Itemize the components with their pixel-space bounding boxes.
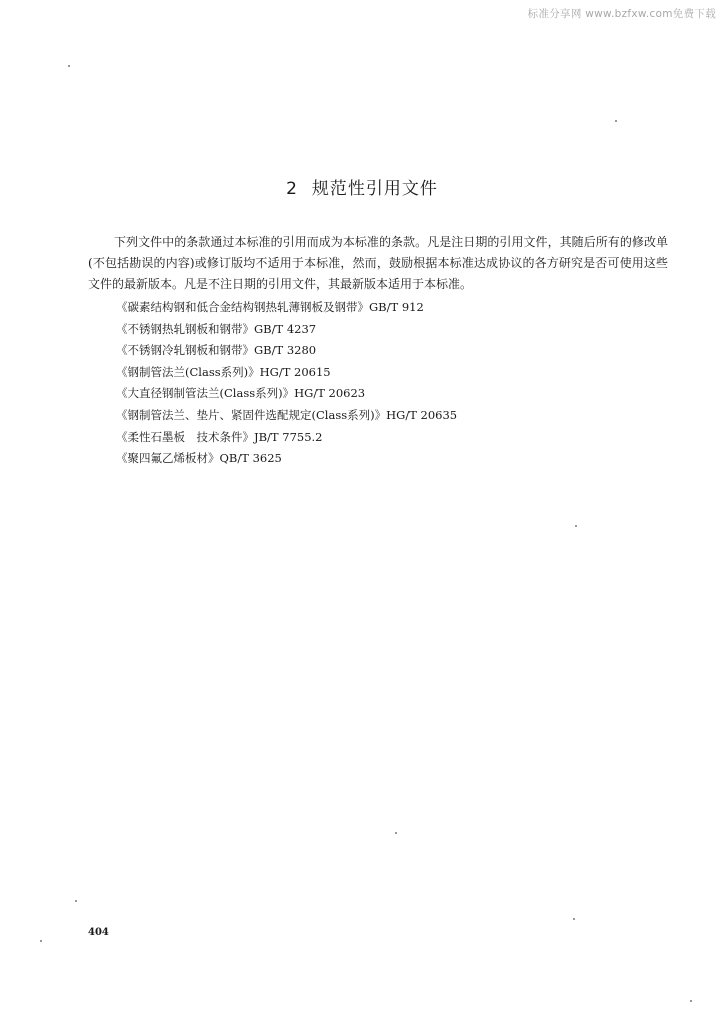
scan-speck	[395, 832, 397, 834]
scan-speck	[615, 120, 617, 122]
scan-speck	[690, 1000, 692, 1002]
scan-speck	[68, 65, 70, 67]
scan-speck	[40, 940, 42, 942]
reference-item: 《不锈钢冷轧钢板和钢带》GB/T 3280	[116, 343, 317, 358]
section-title: 规范性引用文件	[311, 179, 438, 199]
section-heading	[0, 174, 724, 199]
scan-speck	[75, 900, 77, 902]
reference-list	[116, 297, 457, 470]
watermark: 标准分享网 www.bzfxw.com免费下载	[527, 8, 716, 20]
scan-speck	[573, 918, 575, 920]
scan-speck	[575, 525, 577, 527]
reference-item: 《大直径钢制管法兰(Class系列)》HG/T 20623	[116, 386, 366, 401]
reference-item: 《聚四氟乙烯板材》QB/T 3625	[116, 451, 282, 466]
reference-item: 《碳素结构钢和低合金结构钢热轧薄钢板及钢带》GB/T 912	[116, 300, 424, 314]
reference-item: 《钢制管法兰(Class系列)》HG/T 20615	[116, 364, 331, 379]
reference-item: 《不锈钢热轧钢板和钢带》GB/T 4237	[116, 321, 317, 336]
section-number: 2	[286, 179, 298, 199]
intro-paragraph: 下列文件中的条款通过本标准的引用而成为本标准的条款。凡是注日期的引用文件，其随后所有的修改单(不包括勘误的内容)或修订版均不适用于本标准，然而，鼓励根据本标准达成协议的各方研究是否可使用这些文件的最新版本。凡是不注日期的引用文件，其最新版本适用于本标准。	[88, 235, 668, 291]
page-number: 404	[88, 927, 109, 938]
reference-item: 《柔性石墨板 技术条件》JB/T 7755.2	[116, 429, 323, 444]
reference-item: 《钢制管法兰、垫片、紧固件选配规定(Class系列)》HG/T 20635	[116, 407, 458, 422]
